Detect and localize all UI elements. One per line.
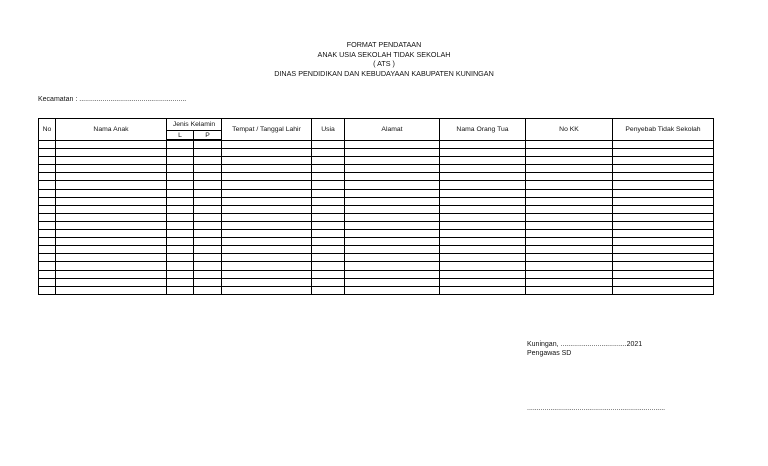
table-cell[interactable] xyxy=(345,262,440,270)
table-cell[interactable] xyxy=(56,157,167,165)
table-cell[interactable] xyxy=(167,205,194,213)
table-cell[interactable] xyxy=(167,221,194,229)
table-cell[interactable] xyxy=(613,278,714,286)
table-cell[interactable] xyxy=(167,270,194,278)
table-cell[interactable] xyxy=(440,230,526,238)
table-cell[interactable] xyxy=(194,246,222,254)
table-cell[interactable] xyxy=(222,278,312,286)
table-cell[interactable] xyxy=(613,230,714,238)
table-cell[interactable] xyxy=(222,149,312,157)
table-cell[interactable] xyxy=(440,157,526,165)
table-cell[interactable] xyxy=(194,197,222,205)
header-nama-orang-tua: Nama Orang Tua xyxy=(440,119,526,141)
table-cell[interactable] xyxy=(345,286,440,294)
table-cell[interactable] xyxy=(312,286,345,294)
table-cell[interactable] xyxy=(526,189,613,197)
table-cell[interactable] xyxy=(167,213,194,221)
table-cell[interactable] xyxy=(167,165,194,173)
table-cell[interactable] xyxy=(222,221,312,229)
table-body xyxy=(39,140,714,294)
table-cell[interactable] xyxy=(613,213,714,221)
table-cell[interactable] xyxy=(312,278,345,286)
table-row xyxy=(39,140,714,149)
header-nama-anak: Nama Anak xyxy=(56,119,167,141)
table-cell[interactable] xyxy=(167,238,194,246)
document-title xyxy=(0,40,768,78)
table-cell[interactable] xyxy=(39,230,56,238)
table-cell[interactable] xyxy=(194,278,222,286)
table-cell[interactable] xyxy=(440,149,526,157)
table-cell[interactable] xyxy=(312,149,345,157)
table-cell[interactable] xyxy=(167,181,194,189)
table-cell[interactable] xyxy=(526,230,613,238)
table-cell[interactable] xyxy=(39,270,56,278)
kecamatan-field: Kecamatan : ....................................................... xyxy=(38,96,187,103)
table-row xyxy=(39,205,714,213)
table-cell[interactable] xyxy=(526,246,613,254)
table-cell[interactable] xyxy=(526,205,613,213)
signer-role: Pengawas SD xyxy=(527,350,572,357)
header-l: L xyxy=(167,131,194,141)
table-cell[interactable] xyxy=(526,149,613,157)
table-cell[interactable] xyxy=(194,254,222,262)
table-cell[interactable] xyxy=(39,173,56,181)
table-cell[interactable] xyxy=(440,254,526,262)
table-cell[interactable] xyxy=(56,189,167,197)
table-cell[interactable] xyxy=(526,197,613,205)
table-cell[interactable] xyxy=(345,197,440,205)
signature-line: ....................................................................... xyxy=(527,405,666,412)
table-cell[interactable] xyxy=(526,213,613,221)
title-line-1: FORMAT PENDATAAN xyxy=(346,40,422,49)
table-cell[interactable] xyxy=(312,262,345,270)
table-cell[interactable] xyxy=(312,238,345,246)
table-cell[interactable] xyxy=(56,165,167,173)
table-cell[interactable] xyxy=(526,157,613,165)
table-cell[interactable] xyxy=(39,140,56,149)
table-cell[interactable] xyxy=(56,278,167,286)
table-cell[interactable] xyxy=(194,270,222,278)
table-cell[interactable] xyxy=(312,197,345,205)
table-cell[interactable] xyxy=(56,270,167,278)
table-cell[interactable] xyxy=(345,254,440,262)
table-row xyxy=(39,254,714,262)
table-cell[interactable] xyxy=(39,213,56,221)
table-cell[interactable] xyxy=(56,173,167,181)
table-cell[interactable] xyxy=(56,221,167,229)
table-cell[interactable] xyxy=(167,230,194,238)
table-cell[interactable] xyxy=(345,140,440,149)
table-cell[interactable] xyxy=(345,246,440,254)
table-row xyxy=(39,230,714,238)
title-line-2: ANAK USIA SEKOLAH TIDAK SEKOLAH xyxy=(317,49,451,59)
table-cell[interactable] xyxy=(167,149,194,157)
table-cell[interactable] xyxy=(613,246,714,254)
table-cell[interactable] xyxy=(56,213,167,221)
table-cell[interactable] xyxy=(222,157,312,165)
table-cell[interactable] xyxy=(194,205,222,213)
table-cell[interactable] xyxy=(345,205,440,213)
table-cell[interactable] xyxy=(167,157,194,165)
table-cell[interactable] xyxy=(56,246,167,254)
table-cell[interactable] xyxy=(613,189,714,197)
table-cell[interactable] xyxy=(167,262,194,270)
table-cell[interactable] xyxy=(56,149,167,157)
table-cell[interactable] xyxy=(39,286,56,294)
table-cell[interactable] xyxy=(440,286,526,294)
header-no-kk: No KK xyxy=(526,119,613,141)
table-cell[interactable] xyxy=(440,197,526,205)
table-cell[interactable] xyxy=(440,221,526,229)
header-penyebab: Penyebab Tidak Sekolah xyxy=(613,119,714,141)
table-cell[interactable] xyxy=(194,262,222,270)
table-cell[interactable] xyxy=(39,165,56,173)
header-tempat-tanggal-lahir: Tempat / Tanggal Lahir xyxy=(222,119,312,141)
header-alamat: Alamat xyxy=(345,119,440,141)
table-cell[interactable] xyxy=(613,254,714,262)
table-row xyxy=(39,197,714,205)
table-cell[interactable] xyxy=(222,205,312,213)
table-cell[interactable] xyxy=(440,238,526,246)
table-cell[interactable] xyxy=(222,165,312,173)
table-cell[interactable] xyxy=(312,157,345,165)
table-cell[interactable] xyxy=(613,140,714,149)
table-row xyxy=(39,165,714,173)
table-cell[interactable] xyxy=(167,246,194,254)
table-cell[interactable] xyxy=(613,286,714,294)
table-cell[interactable] xyxy=(56,254,167,262)
table-row xyxy=(39,270,714,278)
table-cell[interactable] xyxy=(312,254,345,262)
table-cell[interactable] xyxy=(345,149,440,157)
data-table xyxy=(38,118,714,295)
table-cell[interactable] xyxy=(39,197,56,205)
table-cell[interactable] xyxy=(613,181,714,189)
table-cell[interactable] xyxy=(440,270,526,278)
table-cell[interactable] xyxy=(345,213,440,221)
table-cell[interactable] xyxy=(613,205,714,213)
table-cell[interactable] xyxy=(440,189,526,197)
title-line-3: ( ATS ) xyxy=(373,59,395,69)
table-cell[interactable] xyxy=(167,286,194,294)
table-cell[interactable] xyxy=(440,165,526,173)
table-cell[interactable] xyxy=(312,165,345,173)
table-cell[interactable] xyxy=(613,157,714,165)
table-cell[interactable] xyxy=(222,230,312,238)
table-cell[interactable] xyxy=(167,140,194,149)
table-row xyxy=(39,221,714,229)
table-cell[interactable] xyxy=(613,165,714,173)
table-cell[interactable] xyxy=(440,262,526,270)
table-cell[interactable] xyxy=(56,205,167,213)
table-cell[interactable] xyxy=(345,238,440,246)
table-row xyxy=(39,238,714,246)
table-cell[interactable] xyxy=(345,230,440,238)
table-cell[interactable] xyxy=(613,221,714,229)
table-cell[interactable] xyxy=(345,270,440,278)
table-cell[interactable] xyxy=(194,181,222,189)
table-cell[interactable] xyxy=(56,197,167,205)
table-cell[interactable] xyxy=(526,270,613,278)
table-cell[interactable] xyxy=(56,238,167,246)
table-cell[interactable] xyxy=(39,157,56,165)
table-cell[interactable] xyxy=(39,149,56,157)
table-cell[interactable] xyxy=(613,270,714,278)
table-cell[interactable] xyxy=(613,238,714,246)
table-cell[interactable] xyxy=(39,205,56,213)
table-cell[interactable] xyxy=(345,189,440,197)
table-cell[interactable] xyxy=(194,149,222,157)
table-cell[interactable] xyxy=(167,197,194,205)
table-cell[interactable] xyxy=(39,221,56,229)
table-cell[interactable] xyxy=(312,246,345,254)
table-cell[interactable] xyxy=(222,181,312,189)
table-cell[interactable] xyxy=(345,181,440,189)
header-p: P xyxy=(194,131,222,141)
table-cell[interactable] xyxy=(526,286,613,294)
table-cell[interactable] xyxy=(56,140,167,149)
header-usia: Usia xyxy=(312,119,345,141)
table-cell[interactable] xyxy=(526,173,613,181)
table-cell[interactable] xyxy=(526,221,613,229)
table-cell[interactable] xyxy=(194,213,222,221)
table-cell[interactable] xyxy=(222,140,312,149)
table-cell[interactable] xyxy=(39,254,56,262)
table-cell[interactable] xyxy=(194,165,222,173)
table-cell[interactable] xyxy=(440,246,526,254)
table-cell[interactable] xyxy=(56,286,167,294)
table-cell[interactable] xyxy=(222,173,312,181)
table-cell[interactable] xyxy=(194,230,222,238)
table-cell[interactable] xyxy=(194,221,222,229)
table-cell[interactable] xyxy=(613,149,714,157)
title-line-4: DINAS PENDIDIKAN DAN KEBUDAYAAN KABUPATEN KUNINGAN xyxy=(274,68,494,78)
table-cell[interactable] xyxy=(222,238,312,246)
table-cell[interactable] xyxy=(312,173,345,181)
table-cell[interactable] xyxy=(312,230,345,238)
table-cell[interactable] xyxy=(440,205,526,213)
table-row xyxy=(39,213,714,221)
table-cell[interactable] xyxy=(222,246,312,254)
table-cell[interactable] xyxy=(167,173,194,181)
table-cell[interactable] xyxy=(222,189,312,197)
table-cell[interactable] xyxy=(194,157,222,165)
table-cell[interactable] xyxy=(194,173,222,181)
table-cell[interactable] xyxy=(222,213,312,221)
table-cell[interactable] xyxy=(613,173,714,181)
table-cell[interactable] xyxy=(526,278,613,286)
table-cell[interactable] xyxy=(39,246,56,254)
table-cell[interactable] xyxy=(312,270,345,278)
table-cell[interactable] xyxy=(167,278,194,286)
table-cell[interactable] xyxy=(613,262,714,270)
table-cell[interactable] xyxy=(312,221,345,229)
table-cell[interactable] xyxy=(526,262,613,270)
table-cell[interactable] xyxy=(345,278,440,286)
table-cell[interactable] xyxy=(222,197,312,205)
table-cell[interactable] xyxy=(312,140,345,149)
table-row xyxy=(39,189,714,197)
table-row xyxy=(39,173,714,181)
table-cell[interactable] xyxy=(39,238,56,246)
table-cell[interactable] xyxy=(222,262,312,270)
table-cell[interactable] xyxy=(345,221,440,229)
table-cell[interactable] xyxy=(56,181,167,189)
header-jenis-kelamin: Jenis Kelamin xyxy=(167,119,222,131)
table-row xyxy=(39,181,714,189)
table-cell[interactable] xyxy=(39,262,56,270)
table-row xyxy=(39,157,714,165)
table-cell[interactable] xyxy=(440,181,526,189)
table-cell[interactable] xyxy=(194,286,222,294)
table-cell[interactable] xyxy=(526,140,613,149)
table-cell[interactable] xyxy=(194,238,222,246)
table-cell[interactable] xyxy=(526,181,613,189)
table-cell[interactable] xyxy=(222,254,312,262)
table-row xyxy=(39,246,714,254)
table-cell[interactable] xyxy=(312,181,345,189)
table-row xyxy=(39,262,714,270)
table-cell[interactable] xyxy=(440,173,526,181)
table-cell[interactable] xyxy=(167,189,194,197)
header-no: No xyxy=(39,119,56,141)
table-cell[interactable] xyxy=(345,173,440,181)
table-cell[interactable] xyxy=(56,262,167,270)
table-cell[interactable] xyxy=(312,213,345,221)
table-cell[interactable] xyxy=(526,238,613,246)
table-cell[interactable] xyxy=(167,254,194,262)
place-date: Kuningan, ..................................2021 xyxy=(527,341,643,348)
table-row xyxy=(39,149,714,157)
table-cell[interactable] xyxy=(312,189,345,197)
table-cell[interactable] xyxy=(39,278,56,286)
table-cell[interactable] xyxy=(526,254,613,262)
table-cell[interactable] xyxy=(222,286,312,294)
table-cell[interactable] xyxy=(345,165,440,173)
table-cell[interactable] xyxy=(194,140,222,149)
table-cell[interactable] xyxy=(39,181,56,189)
table-cell[interactable] xyxy=(312,205,345,213)
table-cell[interactable] xyxy=(440,278,526,286)
table-cell[interactable] xyxy=(194,189,222,197)
table-cell[interactable] xyxy=(440,140,526,149)
table-cell[interactable] xyxy=(345,157,440,165)
table-cell[interactable] xyxy=(440,213,526,221)
table-cell[interactable] xyxy=(613,197,714,205)
table-row xyxy=(39,278,714,286)
table-cell[interactable] xyxy=(526,165,613,173)
table-cell[interactable] xyxy=(39,189,56,197)
table-row xyxy=(39,286,714,294)
table-cell[interactable] xyxy=(222,270,312,278)
table-cell[interactable] xyxy=(56,230,167,238)
